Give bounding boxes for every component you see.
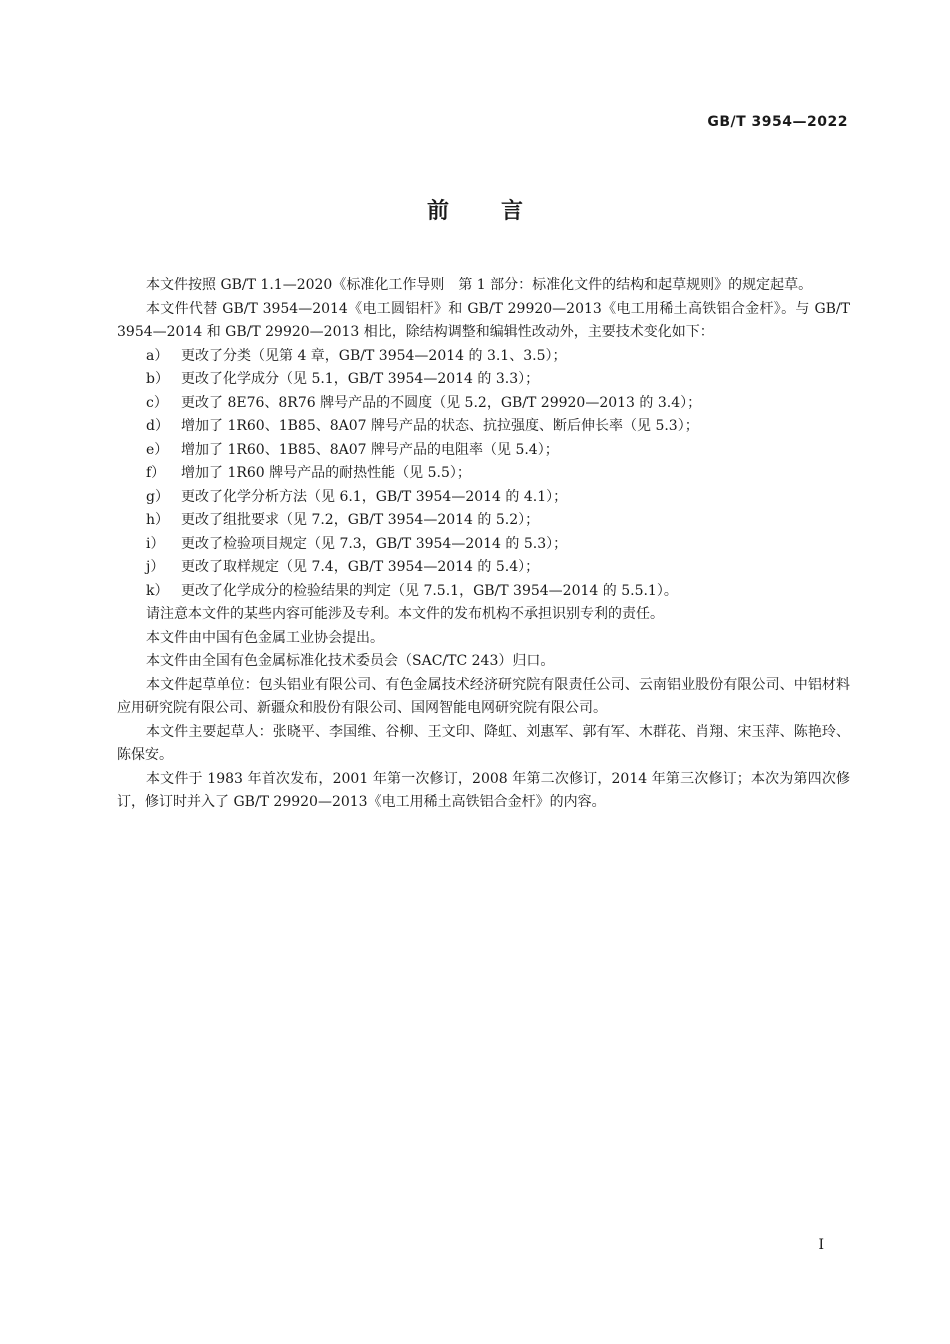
list-item-text: 增加了 1R60、1B85、8A07 牌号产品的状态、抗拉强度、断后伸长率（见 5.3）； [181,418,699,434]
list-item-text: 更改了组批要求（见 7.2，GB/T 3954—2014 的 5.2）； [181,512,540,528]
list-item [117,556,850,580]
list-item-text: 更改了化学成分（见 5.1，GB/T 3954—2014 的 3.3）； [181,371,540,387]
paragraph-drafting-rules: 本文件按照 GB/T 1.1—2020《标准化工作导则 第 1 部分：标准化文件的结构和起草规则》的规定起草。 [146,277,813,293]
paragraph-replacement: 本文件代替 GB/T 3954—2014《电工圆铝杆》和 GB/T 29920—2013《电工用稀土高铁铝合金杆》。与 GB/T 3954—2014 和 GB/T 29920—2013 相比，除结构调整和编辑性改动外，主要技术变化如下： [117,300,850,340]
list-item-text: 增加了 1R60、1B85、8A07 牌号产品的电阻率（见 5.4）； [181,441,559,458]
list-item-text: 更改了 8E76、8R76 牌号产品的不圆度（见 5.2，GB/T 29920—2013 的 3.4）； [181,394,702,411]
list-item-text: 更改了化学成分的检验结果的判定（见 7.5.1，GB/T 3954—2014 的 5.5.1）。 [181,582,678,599]
list-item-label: e） [146,441,169,458]
list-item-label: h） [146,512,170,528]
list-item-label: d） [146,418,169,434]
list-item [117,415,850,439]
list-item-text: 更改了取样规定（见 7.4，GB/T 3954—2014 的 5.4）； [181,559,540,575]
list-item [117,368,850,392]
list-item [117,345,850,369]
list-item-label: c） [146,394,168,411]
list-item-text: 更改了分类（见第 4 章，GB/T 3954—2014 的 3.1、3.5）； [181,347,567,364]
document-body [117,274,850,815]
page-title: 前言 [426,199,575,224]
list-item-label: a） [146,347,169,364]
list-item [117,533,850,557]
paragraph-technical-committee: 本文件由全国有色金属标准化技术委员会（SAC/TC 243）归口。 [146,653,555,669]
list-item [117,580,850,604]
list-item-label: g） [146,488,169,505]
list-item-label: i） [146,535,165,552]
list-item-text: 更改了检验项目规定（见 7.3，GB/T 3954—2014 的 5.3）； [181,535,568,552]
list-item-label: k） [146,582,169,599]
list-item [117,509,850,533]
list-item [117,486,850,510]
list-item-label: b） [146,371,169,387]
list-item [117,462,850,486]
list-item [117,392,850,416]
standard-code: GB/T 3954—2022 [707,114,848,130]
list-item-label: j） [146,559,165,575]
list-item [117,439,850,463]
paragraph-proposer: 本文件由中国有色金属工业协会提出。 [146,629,384,646]
list-item-label: f） [146,465,166,481]
paragraph-drafting-units: 本文件起草单位：包头铝业有限公司、有色金属技术经济研究院有限责任公司、云南铝业股份有限公司、中铝材料应用研究院有限公司、新疆众和股份有限公司、国网智能电网研究院有限公司。 [117,676,850,716]
paragraph-patent-notice: 请注意本文件的某些内容可能涉及专利。本文件的发布机构不承担识别专利的责任。 [146,606,664,622]
list-item-text: 增加了 1R60 牌号产品的耐热性能（见 5.5）； [181,465,471,481]
paragraph-drafters: 本文件主要起草人：张晓平、李国维、谷柳、王文印、降虹、刘惠军、郭有军、木群花、肖翔、宋玉萍、陈艳玲、陈保安。 [117,723,850,763]
page-number: I [818,1237,824,1253]
changes-list [117,345,850,604]
paragraph-history: 本文件于 1983 年首次发布，2001 年第一次修订，2008 年第二次修订，2014 年第三次修订；本次为第四次修订，修订时并入了 GB/T 29920—2013《电工用稀土高铁铝合金杆》的内容。 [117,770,850,810]
list-item-text: 更改了化学分析方法（见 6.1，GB/T 3954—2014 的 4.1）； [181,488,568,505]
